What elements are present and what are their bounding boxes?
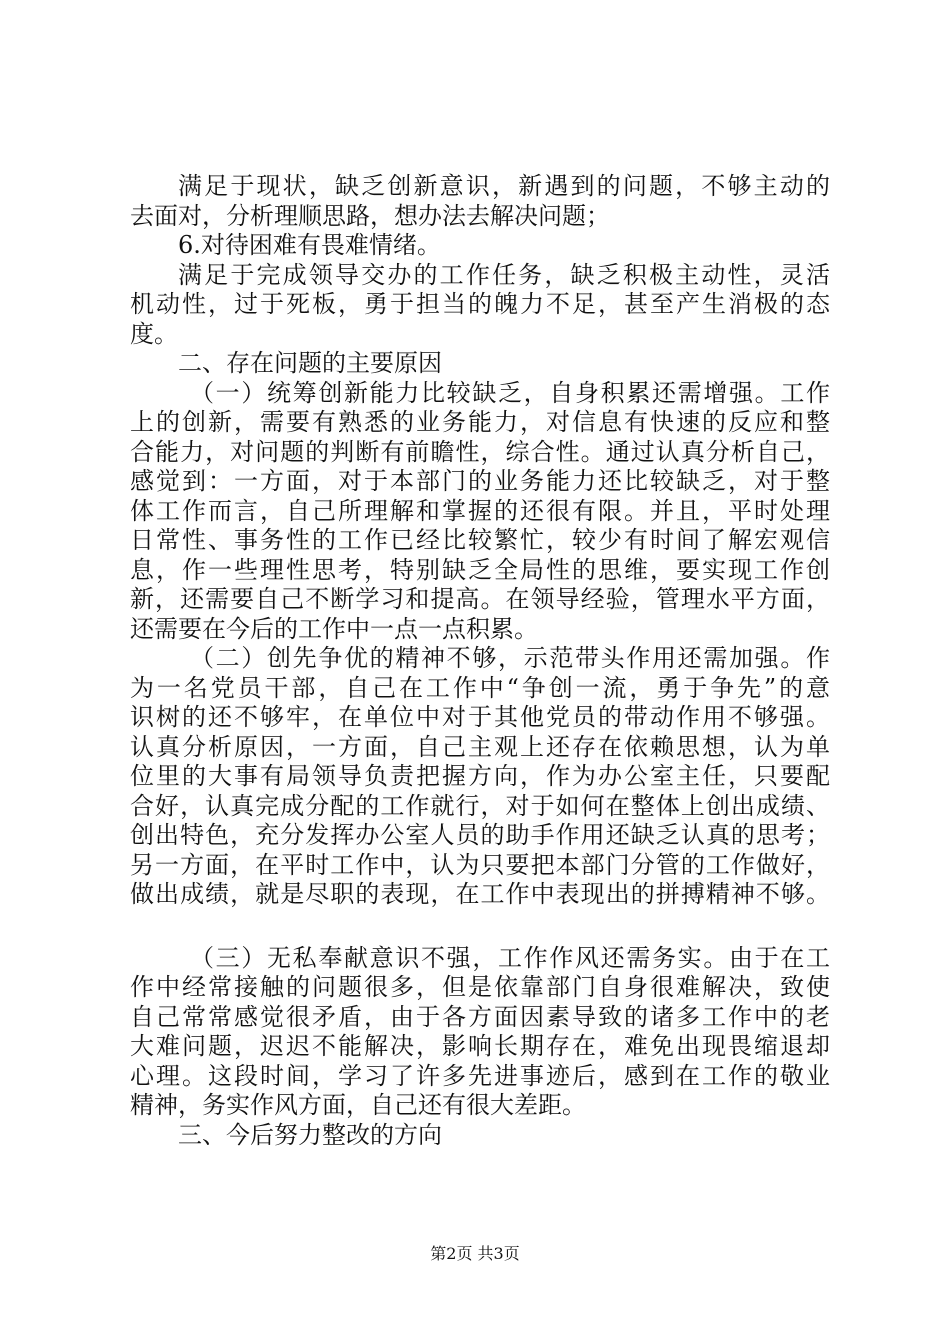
text-line: 做出成绩，就是尽职的表现，在工作中表现出的拼搏精神不够。 [130, 880, 830, 908]
text-line: 认真分析原因，一方面，自己主观上还存在依赖思想，认为单 [130, 732, 830, 761]
text-line: 位里的大事有局领导负责把握方向，作为办公室主任，只要配 [130, 762, 830, 790]
text-line: 精神，务实作风方面，自己还有很大差距。 [130, 1091, 586, 1119]
text-line: 还需要在今后的工作中一点一点积累。 [130, 614, 538, 643]
text-line: 另一方面，在平时工作中，认为只要把本部门分管的工作做好， [130, 850, 830, 879]
section-heading: 三、今后努力整改的方向 [178, 1120, 442, 1149]
text-line: 度。 [130, 319, 178, 348]
text-line: 满足于完成领导交办的工作任务，缺乏积极主动性，灵活 [178, 260, 830, 289]
text-line: 为一名党员干部，自己在工作中“争创一流，勇于争先”的意 [130, 673, 830, 702]
text-line: 上的创新，需要有熟悉的业务能力，对信息有快速的反应和整 [130, 408, 830, 436]
section-heading: 二、存在问题的主要原因 [178, 349, 442, 377]
document-body [130, 172, 830, 1150]
text-line: 作中经常接触的问题很多，但是依靠部门自身很难解决，致使 [130, 973, 830, 1001]
text-line: 息，作一些理性思考，特别缺乏全局性的思维，要实现工作创 [130, 555, 830, 584]
text-line: 创出特色，充分发挥办公室人员的助手作用还缺乏认真的思考； [130, 821, 830, 849]
text-line: 体工作而言，自己所理解和掌握的还很有限。并且，平时处理 [130, 496, 830, 525]
text-line: 识树的还不够牢，在单位中对于其他党员的带动作用不够强。 [130, 703, 830, 731]
page-number-footer: 第2页 共3页 [430, 1244, 520, 1263]
paragraph-gap [130, 910, 830, 944]
text-line: 机动性，过于死板，勇于担当的魄力不足，甚至产生消极的态 [130, 290, 830, 318]
text-line: 心理。这段时间，学习了许多先进事迹后，感到在工作的敬业 [130, 1061, 830, 1090]
text-line: 日常性、事务性的工作已经比较繁忙，较少有时间了解宏观信 [130, 526, 830, 554]
subsection-heading: （一）统筹创新能力比较缺乏，自身积累还需增强。工作 [190, 378, 830, 407]
text-line: 新，还需要自己不断学习和提高。在领导经验，管理水平方面， [130, 585, 830, 613]
text-line: 大难问题，迟迟不能解决，影响长期存在，难免出现畏缩退却 [130, 1032, 830, 1060]
text-line: 满足于现状，缺乏创新意识，新遇到的问题，不够主动的 [178, 172, 830, 200]
text-line: 合能力，对问题的判断有前瞻性，综合性。通过认真分析自己， [130, 437, 830, 466]
text-line: 去面对，分析理顺思路，想办法去解决问题； [130, 201, 610, 230]
text-line: 自己常常感觉很矛盾，由于各方面因素导致的诸多工作中的老 [130, 1002, 830, 1031]
subsection-heading: （二）创先争优的精神不够，示范带头作用还需加强。作 [190, 644, 830, 672]
subsection-heading: （三）无私奉献意识不强，工作作风还需务实。由于在工 [190, 943, 830, 972]
text-line: 感觉到：一方面，对于本部门的业务能力还比较缺乏，对于整 [130, 467, 830, 495]
list-item-heading: 6.对待困难有畏难情绪。 [178, 231, 441, 259]
text-line: 合好，认真完成分配的工作就行，对于如何在整体上创出成绩、 [130, 791, 830, 820]
